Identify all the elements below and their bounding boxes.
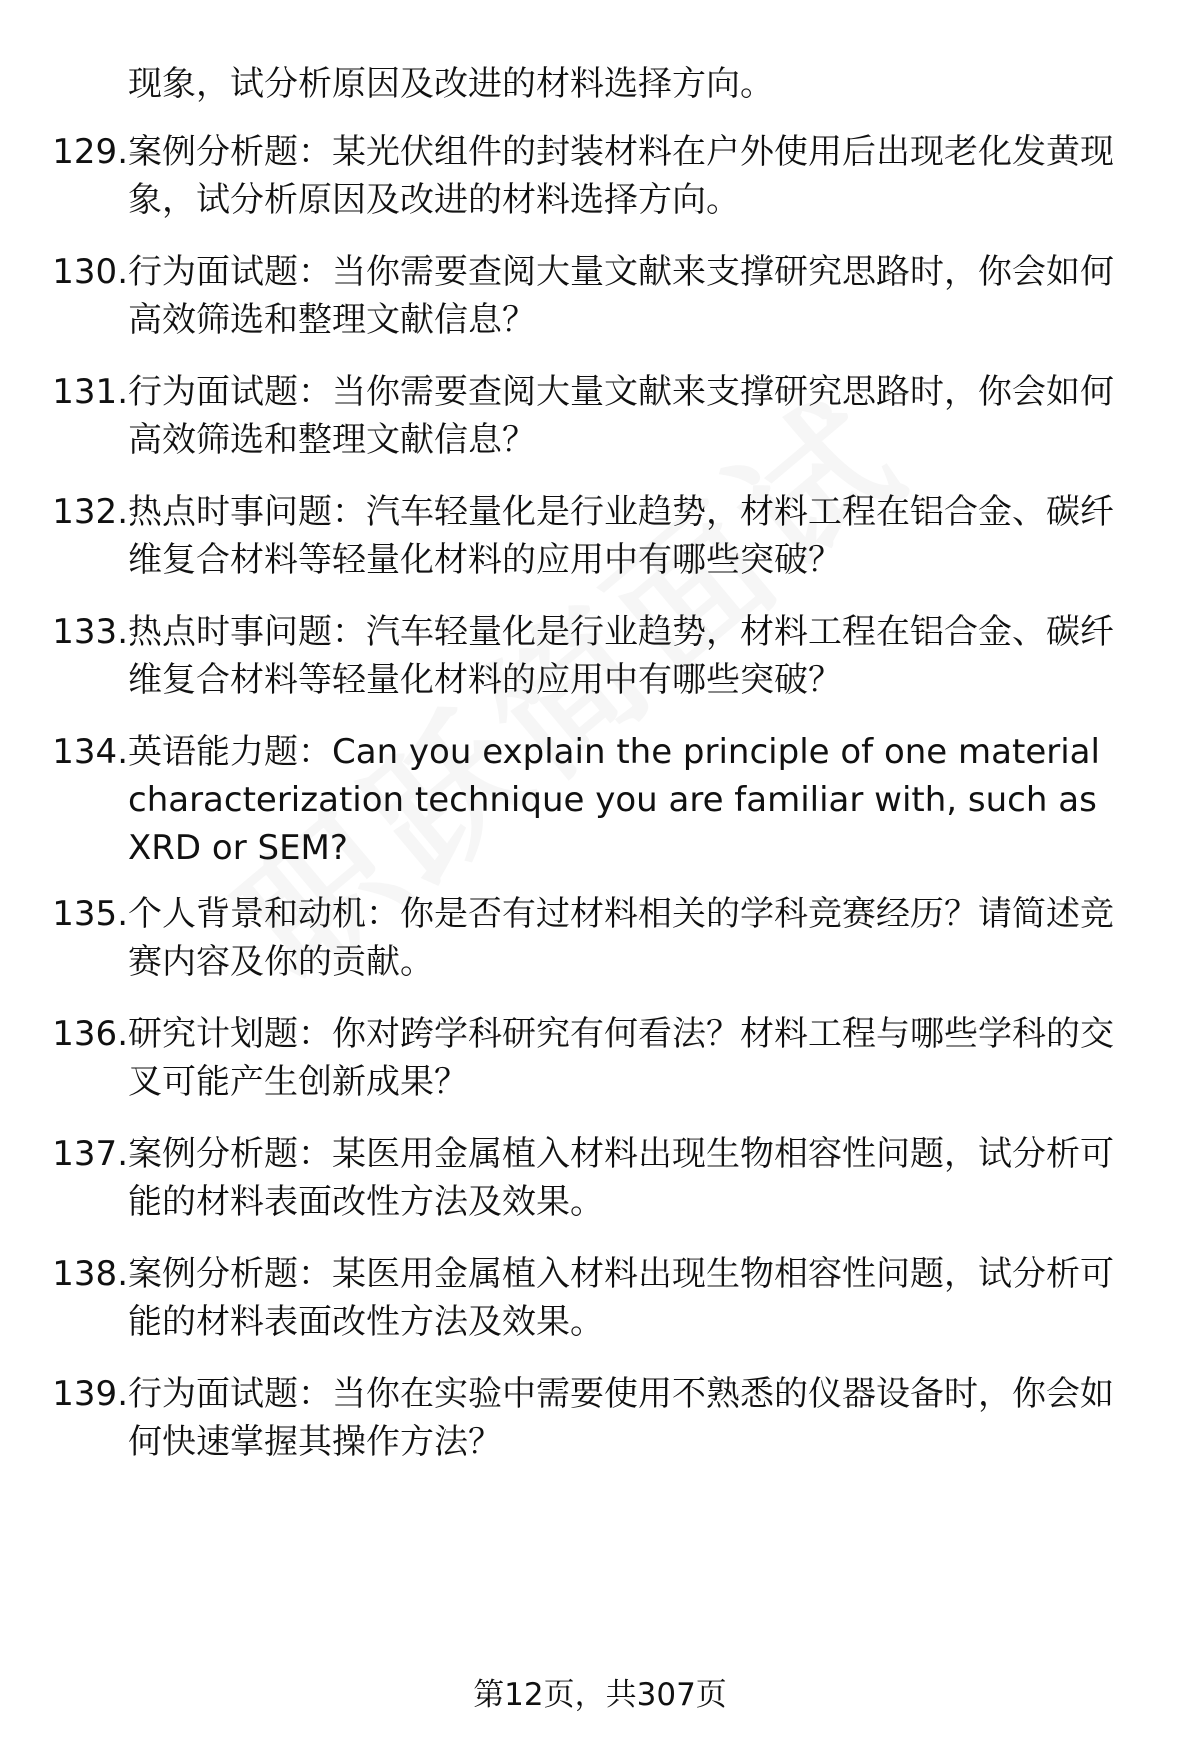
question-text: 热点时事问题：汽车轻量化是行业趋势，材料工程在铝合金、碳纤维复合材料等轻量化材料的应用中有哪些突破？ [128,492,1114,580]
question-number: 133. [52,612,128,652]
question-text: 行为面试题：当你需要查阅大量文献来支撑研究思路时，你会如何高效筛选和整理文献信息？ [128,252,1114,340]
question-number: 138. [52,1254,128,1294]
question-text: 案例分析题：某医用金属植入材料出现生物相容性问题，试分析可能的材料表面改性方法及效果。 [128,1134,1114,1222]
question-text: 英语能力题：Can you explain the principle of one material characterization technique you are familiar with, such as XRD or SEM? [128,732,1100,868]
question-number: 135. [52,894,128,934]
question-text: 行为面试题：当你需要查阅大量文献来支撑研究思路时，你会如何高效筛选和整理文献信息？ [128,372,1114,460]
question-text: 研究计划题：你对跨学科研究有何看法？材料工程与哪些学科的交叉可能产生创新成果？ [128,1014,1114,1102]
question-number: 137. [52,1134,128,1174]
question-number: 139. [52,1374,128,1414]
question-text: 行为面试题：当你在实验中需要使用不熟悉的仪器设备时，你会如何快速掌握其操作方法？ [128,1374,1114,1462]
question-text: 案例分析题：某医用金属植入材料出现生物相容性问题，试分析可能的材料表面改性方法及效果。 [128,1254,1114,1342]
question-text: 案例分析题：某光伏组件的封装材料在户外使用后出现老化发黄现象，试分析原因及改进的材料选择方向。 [128,132,1114,220]
question-number: 136. [52,1014,128,1054]
question-text: 个人背景和动机：你是否有过材料相关的学科竞赛经历？请简述竞赛内容及你的贡献。 [128,894,1114,982]
question-text: 热点时事问题：汽车轻量化是行业趋势，材料工程在铝合金、碳纤维复合材料等轻量化材料的应用中有哪些突破？ [128,612,1114,700]
question-number: 134. [52,732,128,772]
continued-question-fragment: 现象，试分析原因及改进的材料选择方向。 [128,64,774,104]
page-footer: 第12页，共307页 [473,1677,727,1713]
question-number: 130. [52,252,128,292]
question-number: 129. [52,132,128,172]
question-number: 131. [52,372,128,412]
question-number: 132. [52,492,128,532]
